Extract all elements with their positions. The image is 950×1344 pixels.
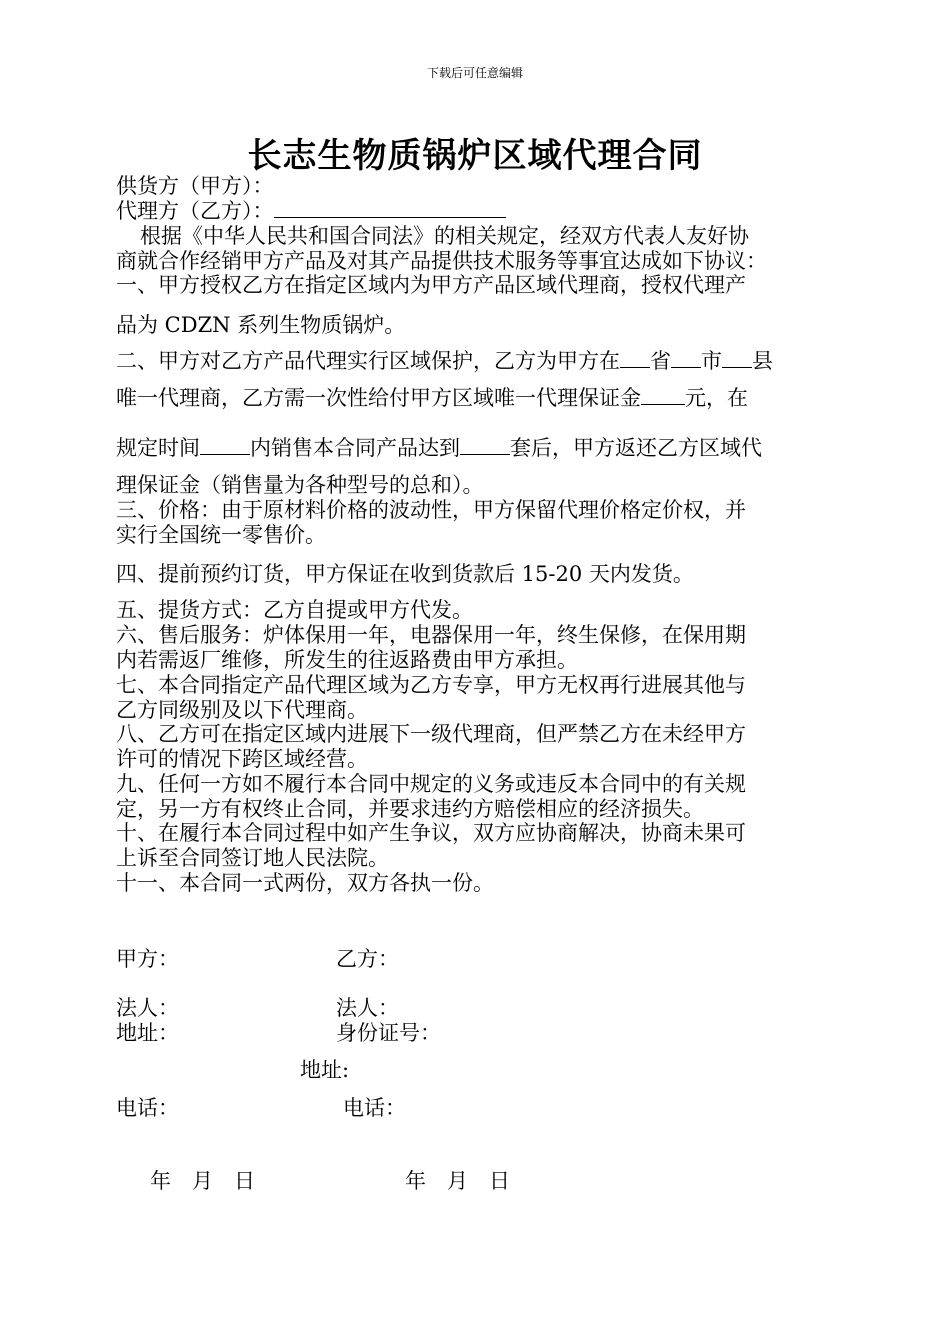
clause-9-line-2: 定，另一方有权终止合同，并要求违约方赔偿相应的经济损失。 [116, 797, 704, 821]
clause-2-text: 元，在 [685, 386, 748, 410]
clause-2-line-4: 理保证金（销售量为各种型号的总和）。 [116, 473, 484, 497]
time-limit-blank[interactable] [200, 436, 250, 455]
party-a-phone-label: 电话： [116, 1096, 179, 1120]
agent-label: 代理方（乙方）： [116, 199, 274, 223]
clause-2-line-2 [116, 386, 748, 411]
party-a-date: 年 月 日 [150, 1169, 255, 1193]
party-a-address-label: 地址： [116, 1021, 179, 1045]
page-header: 下载后可任意编辑 [426, 66, 523, 80]
county-blank[interactable] [722, 349, 752, 368]
clause-8-line-1: 八、乙方可在指定区域内进展下一级代理商，但严禁乙方在未经甲方 [116, 722, 746, 746]
clause-7-line-2: 乙方同级别及以下代理商。 [116, 698, 368, 722]
party-a-legal-label: 法人： [116, 996, 179, 1020]
province-label: 省 [650, 349, 671, 373]
document-title: 长志生物质锅炉区域代理合同 [247, 136, 703, 176]
province-blank[interactable] [620, 349, 650, 368]
clause-7-line-1: 七、本合同指定产品代理区域为乙方专享，甲方无权再行进展其他与 [116, 673, 746, 697]
party-b-date: 年 月 日 [405, 1169, 510, 1193]
clause-4: 四、提前预约订货，甲方保证在收到货款后 15-20 天内发货。 [116, 562, 694, 586]
clause-10-line-2: 上诉至合同签订地人民法院。 [116, 846, 389, 870]
clause-3-line-2: 实行全国统一零售价。 [116, 523, 326, 547]
clause-10-line-1: 十、在履行本合同过程中如产生争议，双方应协商解决，协商未果可 [116, 821, 746, 845]
party-b-phone-label: 电话： [343, 1096, 406, 1120]
clause-5: 五、提货方式：乙方自提或甲方代发。 [116, 598, 473, 622]
county-label: 县 [752, 349, 773, 373]
intro-line-1: 根据《中华人民共和国合同法》的相关规定，经双方代表人友好协 [140, 224, 749, 248]
clause-1-line-2: 品为 CDZN 系列生物质锅炉。 [116, 313, 406, 337]
agent-line [116, 199, 506, 224]
clause-8-line-2: 许可的情况下跨区域经营。 [116, 747, 368, 771]
party-b-id-label: 身份证号： [336, 1021, 441, 1045]
city-blank[interactable] [671, 349, 701, 368]
clause-2-text: 唯一代理商，乙方需一次性给付甲方区域唯一代理保证金 [116, 386, 641, 410]
party-b-legal-label: 法人： [336, 996, 399, 1020]
city-label: 市 [701, 349, 722, 373]
clause-6-line-1: 六、售后服务：炉体保用一年，电器保用一年，终生保修，在保用期 [116, 623, 746, 647]
agent-name-blank[interactable] [274, 199, 506, 218]
clause-2-line-1 [116, 349, 773, 374]
deposit-amount-blank[interactable] [641, 386, 685, 405]
sets-count-blank[interactable] [460, 436, 510, 455]
clause-6-line-2: 内若需返厂维修，所发生的往返路费由甲方承担。 [116, 648, 578, 672]
clause-3-line-1: 三、价格：由于原材料价格的波动性，甲方保留代理价格定价权，并 [116, 498, 746, 522]
clause-2-text: 规定时间 [116, 436, 200, 460]
clause-2-text: 内销售本合同产品达到 [250, 436, 460, 460]
clause-2-text: 套后，甲方返还乙方区域代 [510, 436, 762, 460]
clause-11: 十一、本合同一式两份，双方各执一份。 [116, 871, 494, 895]
party-a-sign-label: 甲方： [116, 947, 179, 971]
party-b-address-label: 地址: [300, 1058, 350, 1082]
clause-9-line-1: 九、任何一方如不履行本合同中规定的义务或违反本合同中的有关规 [116, 772, 746, 796]
intro-line-2: 商就合作经销甲方产品及对其产品提供技术服务等事宜达成如下协议： [116, 249, 767, 273]
supplier-line [116, 174, 274, 199]
clause-1-line-1: 一、甲方授权乙方在指定区域内为甲方产品区域代理商，授权代理产 [116, 273, 746, 297]
clause-2-text: 二、甲方对乙方产品代理实行区域保护，乙方为甲方在 [116, 349, 620, 373]
clause-2-line-3 [116, 436, 762, 461]
supplier-label: 供货方（甲方）： [116, 174, 274, 198]
party-b-sign-label: 乙方： [336, 947, 399, 971]
